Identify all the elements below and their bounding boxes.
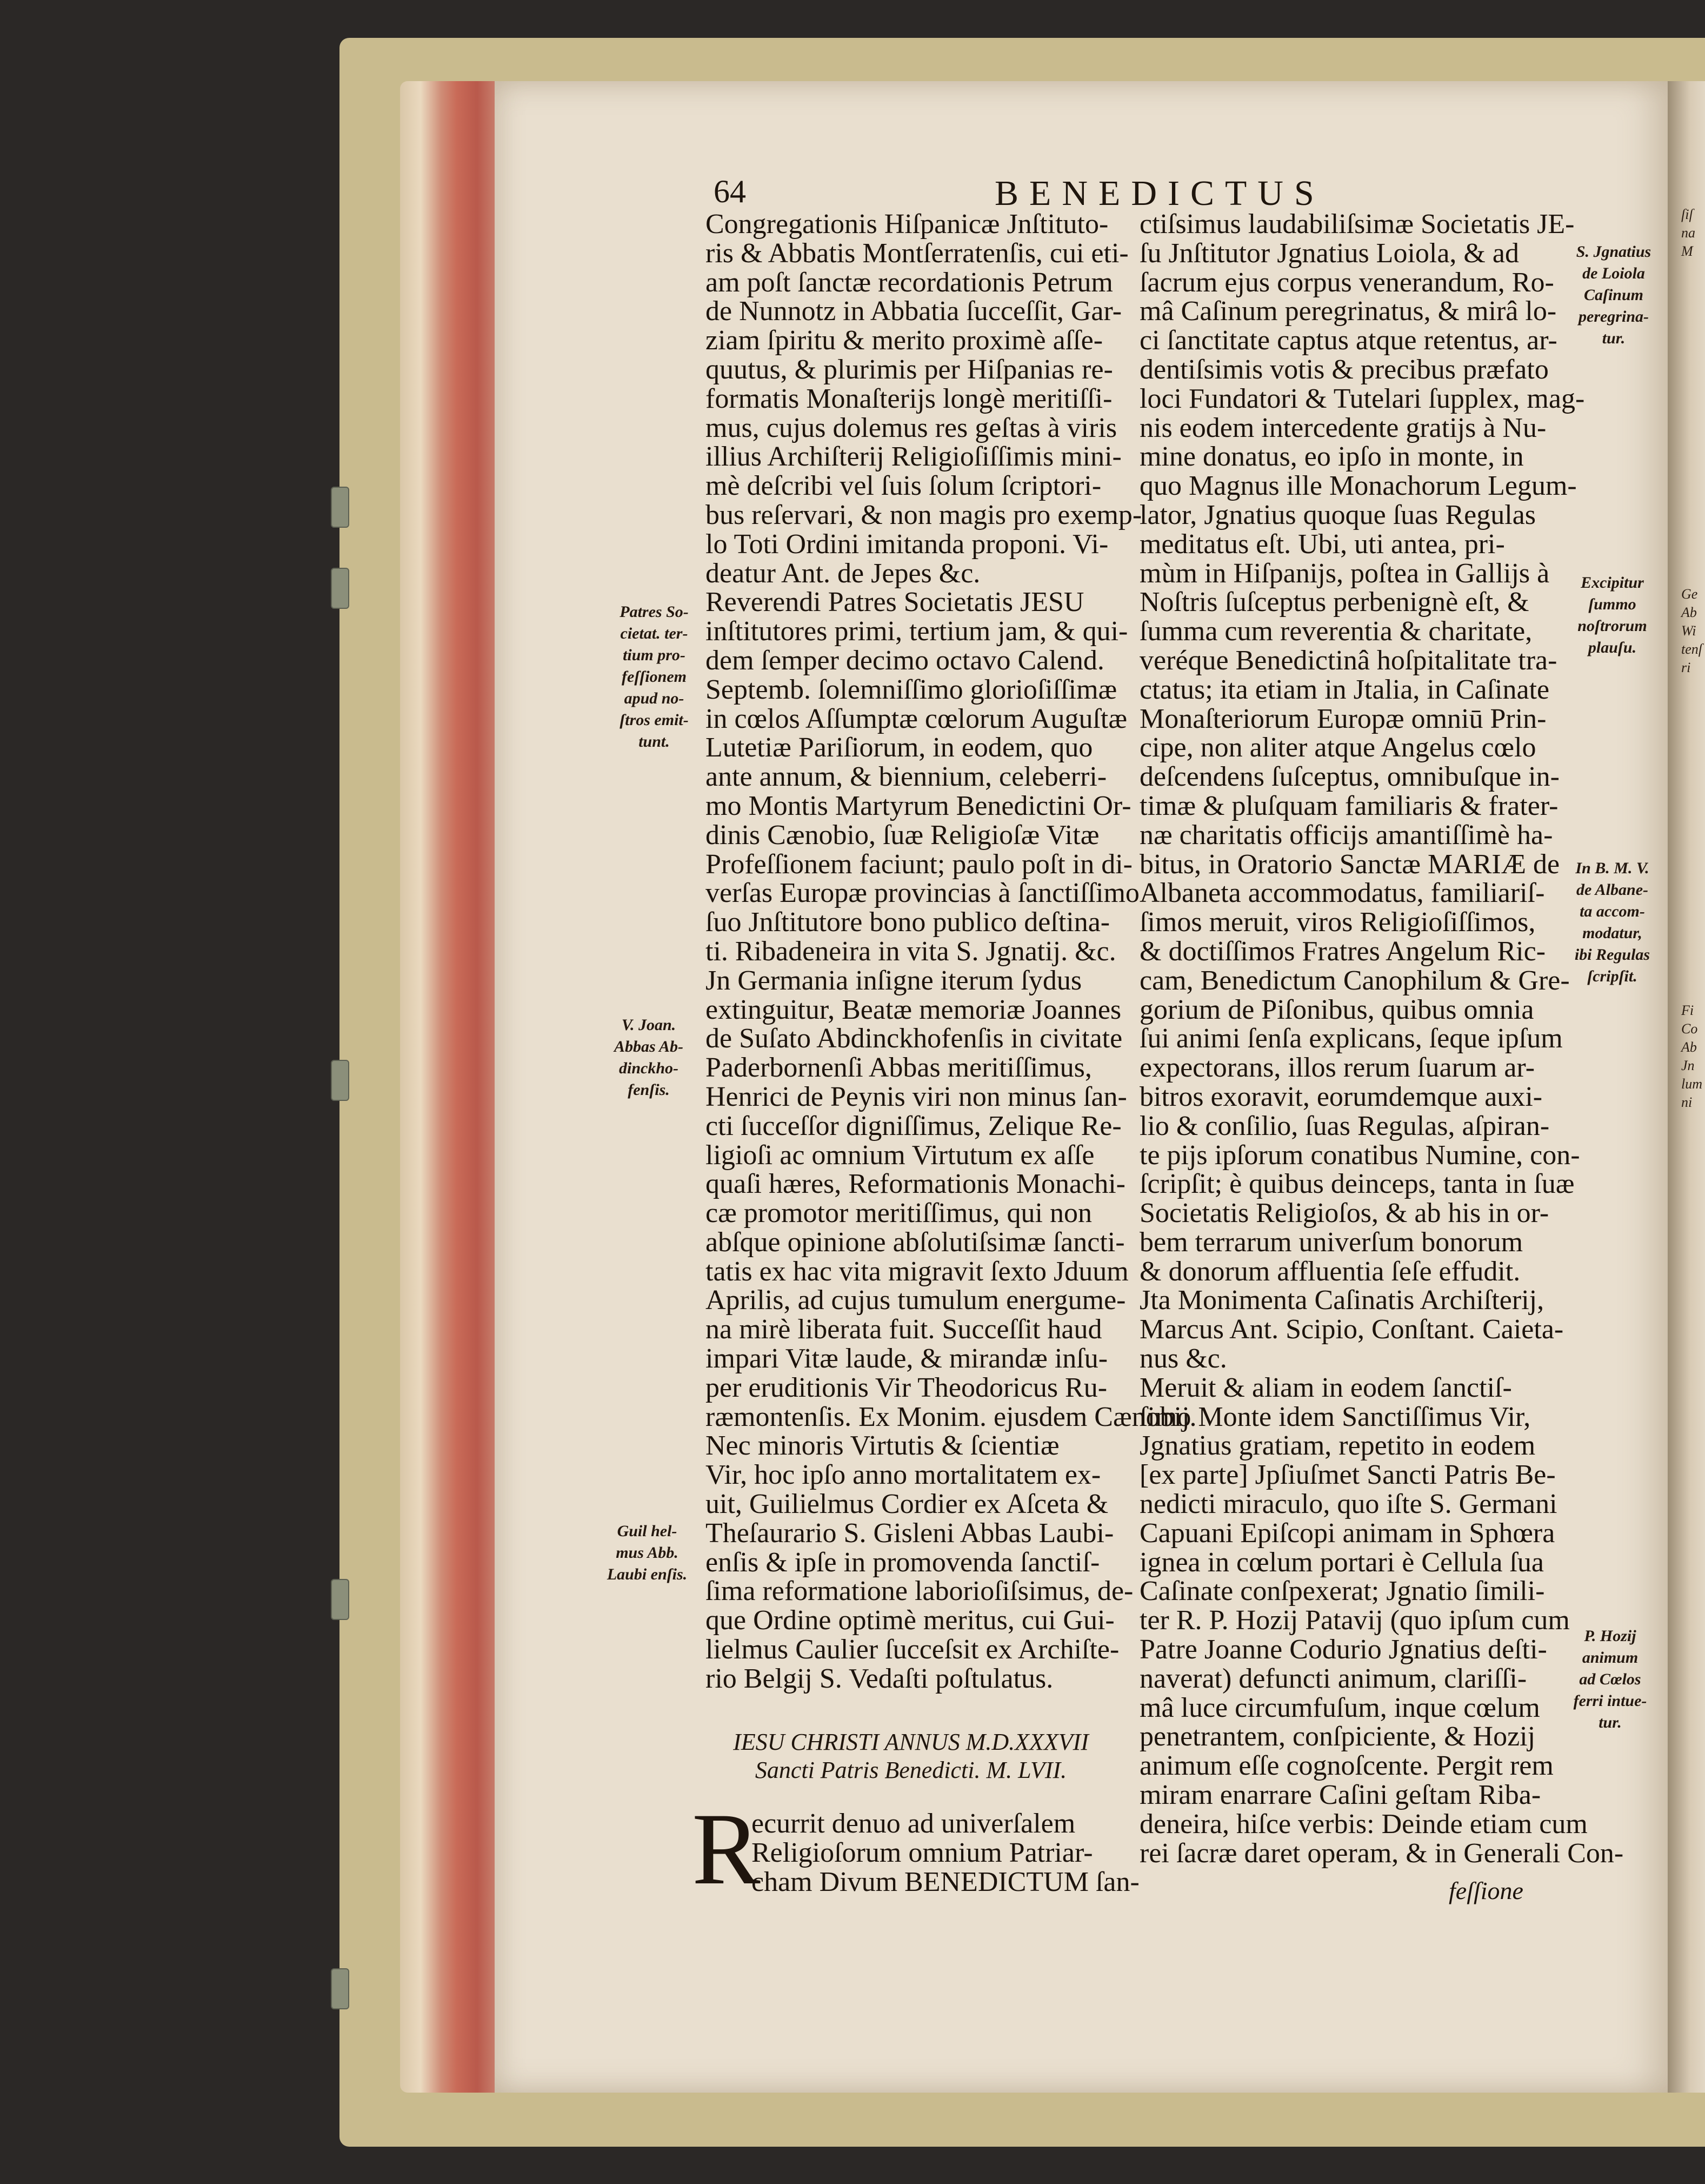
text-line: Profeſſionem faciunt; paulo poſt in di- (705, 848, 1133, 880)
margin-note-line: fenſis. (628, 1081, 670, 1099)
text-line: ignea in cœlum portari è Cellula ſua (1140, 1546, 1544, 1578)
margin-note-ignatius (1568, 241, 1660, 349)
text-line: verſas Europæ provincias à ſanctiſſimo (705, 878, 1140, 909)
facing-page-fragments (1681, 205, 1705, 1112)
margin-note-line: ta accom- (1580, 902, 1645, 920)
text-line: lo Toti Ordini imitanda proponi. Vi- (705, 528, 1109, 560)
facing-page-fragment: Ab (1681, 605, 1697, 620)
text-line: Religioſorum omnium Patriar- (751, 1837, 1093, 1868)
text-line: te pijs ipſorum conatibus Numine, con- (1140, 1139, 1580, 1171)
text-line: na mirè liberata fuit. Succeſſit haud (705, 1314, 1102, 1345)
text-line: ſima reformatione laborioſiſsimus, de- (705, 1576, 1134, 1607)
text-line: Henrici de Peynis viri non minus ſan- (705, 1081, 1127, 1112)
text-line: mine donatus, eo ipſo in monte, in (1140, 441, 1524, 473)
text-line: rio Belgij S. Vedaſti poſtulatus. (705, 1663, 1054, 1694)
text-line: cæ promotor meritiſſimus, qui non (705, 1198, 1092, 1229)
margin-note-hozij (1560, 1625, 1660, 1734)
text-line: mè deſcribi vel ſuis ſolum ſcriptori- (705, 470, 1102, 502)
margin-note-line: Caſinum (1583, 286, 1644, 304)
facing-page-fragment: Ge (1681, 586, 1698, 602)
facing-page-fragment: Co (1681, 1021, 1698, 1037)
text-line: quutus, & plurimis per Hiſpanias re- (705, 354, 1113, 385)
margin-note-line: tur. (1599, 1714, 1622, 1731)
text-line: quaſi hæres, Reformationis Monachi- (705, 1169, 1125, 1200)
page-stack-red-edges (400, 81, 503, 2093)
text-line: Lutetiæ Pariſiorum, in eodem, quo (705, 732, 1093, 764)
margin-note-line: tur. (1602, 329, 1626, 347)
text-line: cham Divum BENEDICTUM ſan- (751, 1866, 1140, 1897)
text-line: Septemb. ſolemniſſimo glorioſiſſimæ (705, 674, 1117, 705)
text-line: ctatus; ita etiam in Jtalia, in Caſinate (1140, 674, 1550, 705)
text-line: ſacrum ejus corpus venerandum, Ro- (1140, 267, 1554, 298)
margin-note-line: noſtrorum (1577, 617, 1647, 635)
text-line: Noſtris ſuſceptus perbenignè eſt, & (1140, 587, 1529, 618)
text-line: ſu Jnſtitutor Jgnatius Loiola, & ad (1140, 237, 1519, 269)
text-line: ſuo Jnſtitutore bono publico deſtina- (705, 907, 1110, 938)
margin-note-line: de Albane- (1576, 881, 1649, 899)
text-line: Reverendi Patres Societatis JESU (705, 587, 1084, 618)
opening-paragraph (751, 1808, 1140, 1897)
text-line: Jn Germania inſigne iterum ſydus (705, 965, 1082, 996)
facing-page-fragment: na (1681, 225, 1695, 241)
text-line: lator, Jgnatius quoque ſuas Regulas (1140, 499, 1536, 530)
text-line: extinguitur, Beatæ memoriæ Joannes (705, 994, 1122, 1025)
text-line: dinis Cænobio, ſuæ Religioſæ Vitæ (705, 819, 1100, 851)
facing-page-fragment: Ab (1681, 1039, 1697, 1055)
facing-page-fragment: Wi (1681, 623, 1696, 639)
margin-note-excipitur (1562, 572, 1662, 659)
text-line: ci ſanctitate captus atque retentus, ar- (1140, 325, 1557, 356)
text-line: ecurrit denuo ad univerſalem (751, 1808, 1076, 1839)
text-line: mâ Caſinum peregrinatus, & mirâ lo- (1140, 296, 1557, 327)
text-line: bus reſervari, & non magis pro exemp- (705, 499, 1142, 530)
text-line: Albaneta accommodatus, familiariſ- (1140, 878, 1545, 909)
clasp (331, 1060, 349, 1101)
text-line: de Suſato Abdinckhofenſis in civitate (705, 1023, 1123, 1054)
text-line: veréque Benedictinâ hoſpitalitate tra- (1140, 645, 1557, 676)
text-line: cti ſucceſſor digniſſimus, Zelique Re- (705, 1110, 1122, 1141)
text-line: deneira, hiſce verbis: Deinde etiam cum (1140, 1808, 1588, 1840)
text-line: & donorum affluentia ſeſe effudit. (1140, 1256, 1521, 1287)
facing-page-fragment: ni (1681, 1094, 1693, 1110)
text-line: nus &c. (1140, 1343, 1227, 1375)
text-line: Meruit & aliam in eodem ſanctiſ- (1140, 1372, 1512, 1403)
text-line: Monaſteriorum Europæ omniū Prin- (1140, 703, 1547, 734)
margin-note-line: de Loiola (1582, 264, 1645, 282)
text-line: per eruditionis Vir Theodoricus Ru- (705, 1372, 1108, 1403)
heading-line: IESU CHRISTI ANNUS M.D.XXXVII (733, 1729, 1089, 1755)
text-line: lio & conſilio, ſuas Regulas, aſpiran- (1140, 1110, 1550, 1141)
clasp (331, 487, 349, 528)
text-line: am poſt ſanctæ recordationis Petrum (705, 267, 1113, 298)
text-line: Societatis Religioſos, & ab his in or- (1140, 1198, 1549, 1229)
text-line: expectorans, illos rerum ſuarum ar- (1140, 1052, 1535, 1084)
text-line: Paderbornenſi Abbas meritiſſimus, (705, 1052, 1092, 1084)
text-line: in cœlos Aſſumptæ cœlorum Auguſtæ (705, 703, 1128, 734)
text-line: que Ordine optimè meritus, cui Gui- (705, 1605, 1115, 1636)
facing-page-fragment: Jn (1681, 1058, 1695, 1073)
text-line: mus, cujus dolemus res geſtas à viris (705, 412, 1117, 443)
text-line: de Nunnotz in Abbatia ſucceſſit, Gar- (705, 296, 1122, 327)
margin-note-line: cietat. ter- (620, 625, 688, 642)
text-line: loci Fundatori & Tutelari ſupplex, mag- (1140, 383, 1585, 414)
text-line: Congregationis Hiſpanicæ Jnſtituto- (705, 209, 1109, 240)
margin-note-line: ſtros emit- (620, 711, 689, 729)
text-line: deatur Ant. de Jepes &c. (705, 557, 981, 589)
text-line: illius Archiſterij Religioſiſſimis mini- (705, 441, 1122, 473)
margin-note-line: tium pro- (623, 646, 685, 664)
margin-note-line: animum (1582, 1649, 1639, 1667)
text-line: ter R. P. Hozij Patavij (quo ipſum cum (1140, 1605, 1570, 1636)
text-line: Jgnatius gratiam, repetito in eodem (1140, 1430, 1536, 1462)
text-line: deſcendens ſuſceptus, omnibuſque in- (1140, 761, 1560, 793)
text-line: ſumma cum reverentia & charitate, (1140, 616, 1533, 647)
text-line: Vir, hoc ipſo anno mortalitatem ex- (705, 1459, 1101, 1491)
margin-note-line: ferri intue- (1573, 1692, 1647, 1710)
margin-note-line: S. Jgnatius (1576, 243, 1651, 261)
margin-note-line: feſſionem (622, 668, 687, 686)
text-line: dentiſsimis votis & precibus præfato (1140, 354, 1549, 385)
text-line: Nec minoris Virtutis & ſcientiæ (705, 1430, 1060, 1462)
text-line: bitros exoravit, eorumdemque auxi- (1140, 1081, 1543, 1112)
margin-note-line: V. Joan. (621, 1016, 676, 1034)
text-line: dem ſemper decimo octavo Calend. (705, 645, 1104, 676)
text-line: & doctiſſimos Fratres Angelum Ric- (1140, 935, 1546, 967)
margin-note-line: ad Cœlos (1579, 1670, 1641, 1688)
text-line: abſque opinione abſolutiſsimæ ſancti- (705, 1226, 1125, 1258)
text-line: enſis & ipſe in promovenda ſanctiſ- (705, 1546, 1100, 1578)
text-line: ris & Abbatis Montſerratenſis, cui eti- (705, 237, 1129, 269)
margin-note-line: modatur, (1582, 924, 1642, 942)
margin-note-line: ſummo (1588, 595, 1636, 613)
margin-note-line: dinckho- (618, 1059, 678, 1077)
margin-note-line: Laubi enſis. (607, 1565, 688, 1583)
text-line: ti. Ribadeneira in vita S. Jgnatij. &c. (705, 935, 1116, 967)
margin-note-guilhelmus (590, 1521, 704, 1585)
margin-note-patres (605, 601, 703, 753)
text-line: bem terrarum univerſum bonorum (1140, 1226, 1523, 1258)
text-line: meditatus eſt. Ubi, uti antea, pri- (1140, 528, 1505, 560)
margin-note-line: plauſu. (1588, 639, 1637, 656)
margin-note-line: Guil hel- (617, 1522, 677, 1540)
text-line: Marcus Ant. Scipio, Conſtant. Caieta- (1140, 1314, 1564, 1345)
text-line: Theſaurario S. Gisleni Abbas Laubi- (705, 1517, 1114, 1549)
clasp (331, 568, 349, 609)
margin-note-line: tunt. (638, 733, 670, 751)
text-line: nis eodem intercedente gratijs à Nu- (1140, 412, 1547, 443)
text-line: ctiſsimus laudabiliſsimæ Societatis JE- (1140, 209, 1575, 240)
text-line: penetrantem, conſpiciente, & Hozij (1140, 1721, 1536, 1752)
text-line: inſtitutores primi, tertium jam, & qui- (705, 616, 1128, 647)
text-line: Capuani Epiſcopi animam in Sphœra (1140, 1517, 1555, 1549)
text-line: naverat) defuncti animum, clariſſi- (1140, 1663, 1527, 1694)
text-line: ſimo Monte idem Sanctiſſimus Vir, (1140, 1401, 1531, 1432)
text-line: mâ luce circumfuſum, inque cœlum (1140, 1692, 1540, 1723)
text-line: Caſinate conſpexerat; Jgnatio ſimili- (1140, 1576, 1545, 1607)
running-title: BENEDICTUS (995, 174, 1325, 213)
text-line: lielmus Caulier ſucceſsit ex Archiſte- (705, 1634, 1120, 1665)
text-line: tatis ex hac vita migravit ſexto Jduum (705, 1256, 1129, 1287)
text-line: Aprilis, ad cujus tumulum energume- (705, 1285, 1126, 1316)
margin-note-line: P. Hozij (1584, 1627, 1636, 1645)
text-line: nedicti miraculo, quo iſte S. Germani (1140, 1489, 1557, 1520)
text-line: ziam ſpiritu & merito proximè aſſe- (705, 325, 1103, 356)
margin-note-line: apud no- (624, 689, 684, 707)
text-line: ante annum, & biennium, celeberri- (705, 761, 1107, 793)
margin-note-joannes (595, 1014, 703, 1101)
text-line: mùm in Hiſpanijs, poſtea in Gallijs à (1140, 557, 1550, 589)
drop-cap: R (692, 1793, 761, 1906)
catchword: feſſione (1449, 1877, 1523, 1904)
clasp (331, 1579, 349, 1620)
text-line: miram enarrare Caſini geſtam Riba- (1140, 1780, 1541, 1811)
text-line: næ charitatis officijs amantiſſimè ha- (1140, 819, 1553, 851)
facing-page-fragment: M (1681, 243, 1693, 259)
margin-note-line: peregrina- (1579, 308, 1649, 326)
year-heading (703, 1728, 1119, 1784)
text-line: bitus, in Oratorio Sanctæ MARIÆ de (1140, 848, 1560, 880)
margin-note-line: mus Abb. (616, 1544, 678, 1562)
margin-note-line: Abbas Ab- (614, 1038, 684, 1056)
facing-page-fragment: ſiſ (1681, 207, 1693, 222)
page-number: 64 (714, 174, 746, 209)
margin-note-line: ibi Regulas (1574, 946, 1650, 964)
facing-page-fragment: ri (1681, 660, 1691, 675)
facing-page-fragment: Fi (1681, 1003, 1694, 1018)
text-line: rei ſacræ daret operam, & in Generali Con- (1140, 1837, 1624, 1869)
text-line: ſcripſit; è quibus deinceps, tanta in ſuæ (1140, 1169, 1575, 1200)
text-line: formatis Monaſterijs longè meritiſſi- (705, 383, 1113, 414)
facing-page-fragment: lum (1681, 1076, 1702, 1092)
margin-note-line: Patres So- (620, 603, 689, 621)
text-line: [ex parte] Jpſiuſmet Sancti Patris Be- (1140, 1459, 1556, 1491)
text-line: gorium de Piſonibus, quibus omnia (1140, 994, 1534, 1025)
text-line: ſimos meruit, viros Religioſiſſimos, (1140, 907, 1536, 938)
heading-line: Sancti Patris Benedicti. M. LVII. (755, 1757, 1067, 1783)
margin-note-line: ſcripſit. (1587, 967, 1637, 985)
text-line: Patre Joanne Codurio Jgnatius deſti- (1140, 1634, 1547, 1665)
text-line: Jta Monimenta Caſinatis Archiſterij, (1140, 1285, 1544, 1316)
text-line: ræmontenſis. Ex Monim. ejusdem Cænobij. (705, 1401, 1197, 1432)
text-line: impari Vitæ laude, & mirandæ inſu- (705, 1343, 1108, 1375)
margin-note-bmv (1562, 858, 1662, 987)
facing-page-fragment: tenſ (1681, 641, 1702, 657)
text-line: uit, Guilielmus Cordier ex Aſceta & (705, 1489, 1109, 1520)
margin-note-line: Excipitur (1581, 574, 1644, 592)
text-line: animum eſſe cognoſcente. Pergit rem (1140, 1750, 1554, 1782)
text-line: cam, Benedictum Canophilum & Gre- (1140, 965, 1570, 996)
text-line: ſui animi ſenſa explicans, ſeque ipſum (1140, 1023, 1563, 1054)
margin-note-line: In B. M. V. (1575, 859, 1649, 877)
text-line: cipe, non aliter atque Angelus cœlo (1140, 732, 1536, 764)
text-line: timæ & pluſquam familiaris & frater- (1140, 790, 1559, 821)
clasp (331, 1968, 349, 2009)
text-line: quo Magnus ille Monachorum Legum- (1140, 470, 1577, 502)
text-line: mo Montis Martyrum Benedictini Or- (705, 790, 1131, 821)
text-line: ligioſi ac omnium Virtutum ex aſſe (705, 1139, 1095, 1171)
